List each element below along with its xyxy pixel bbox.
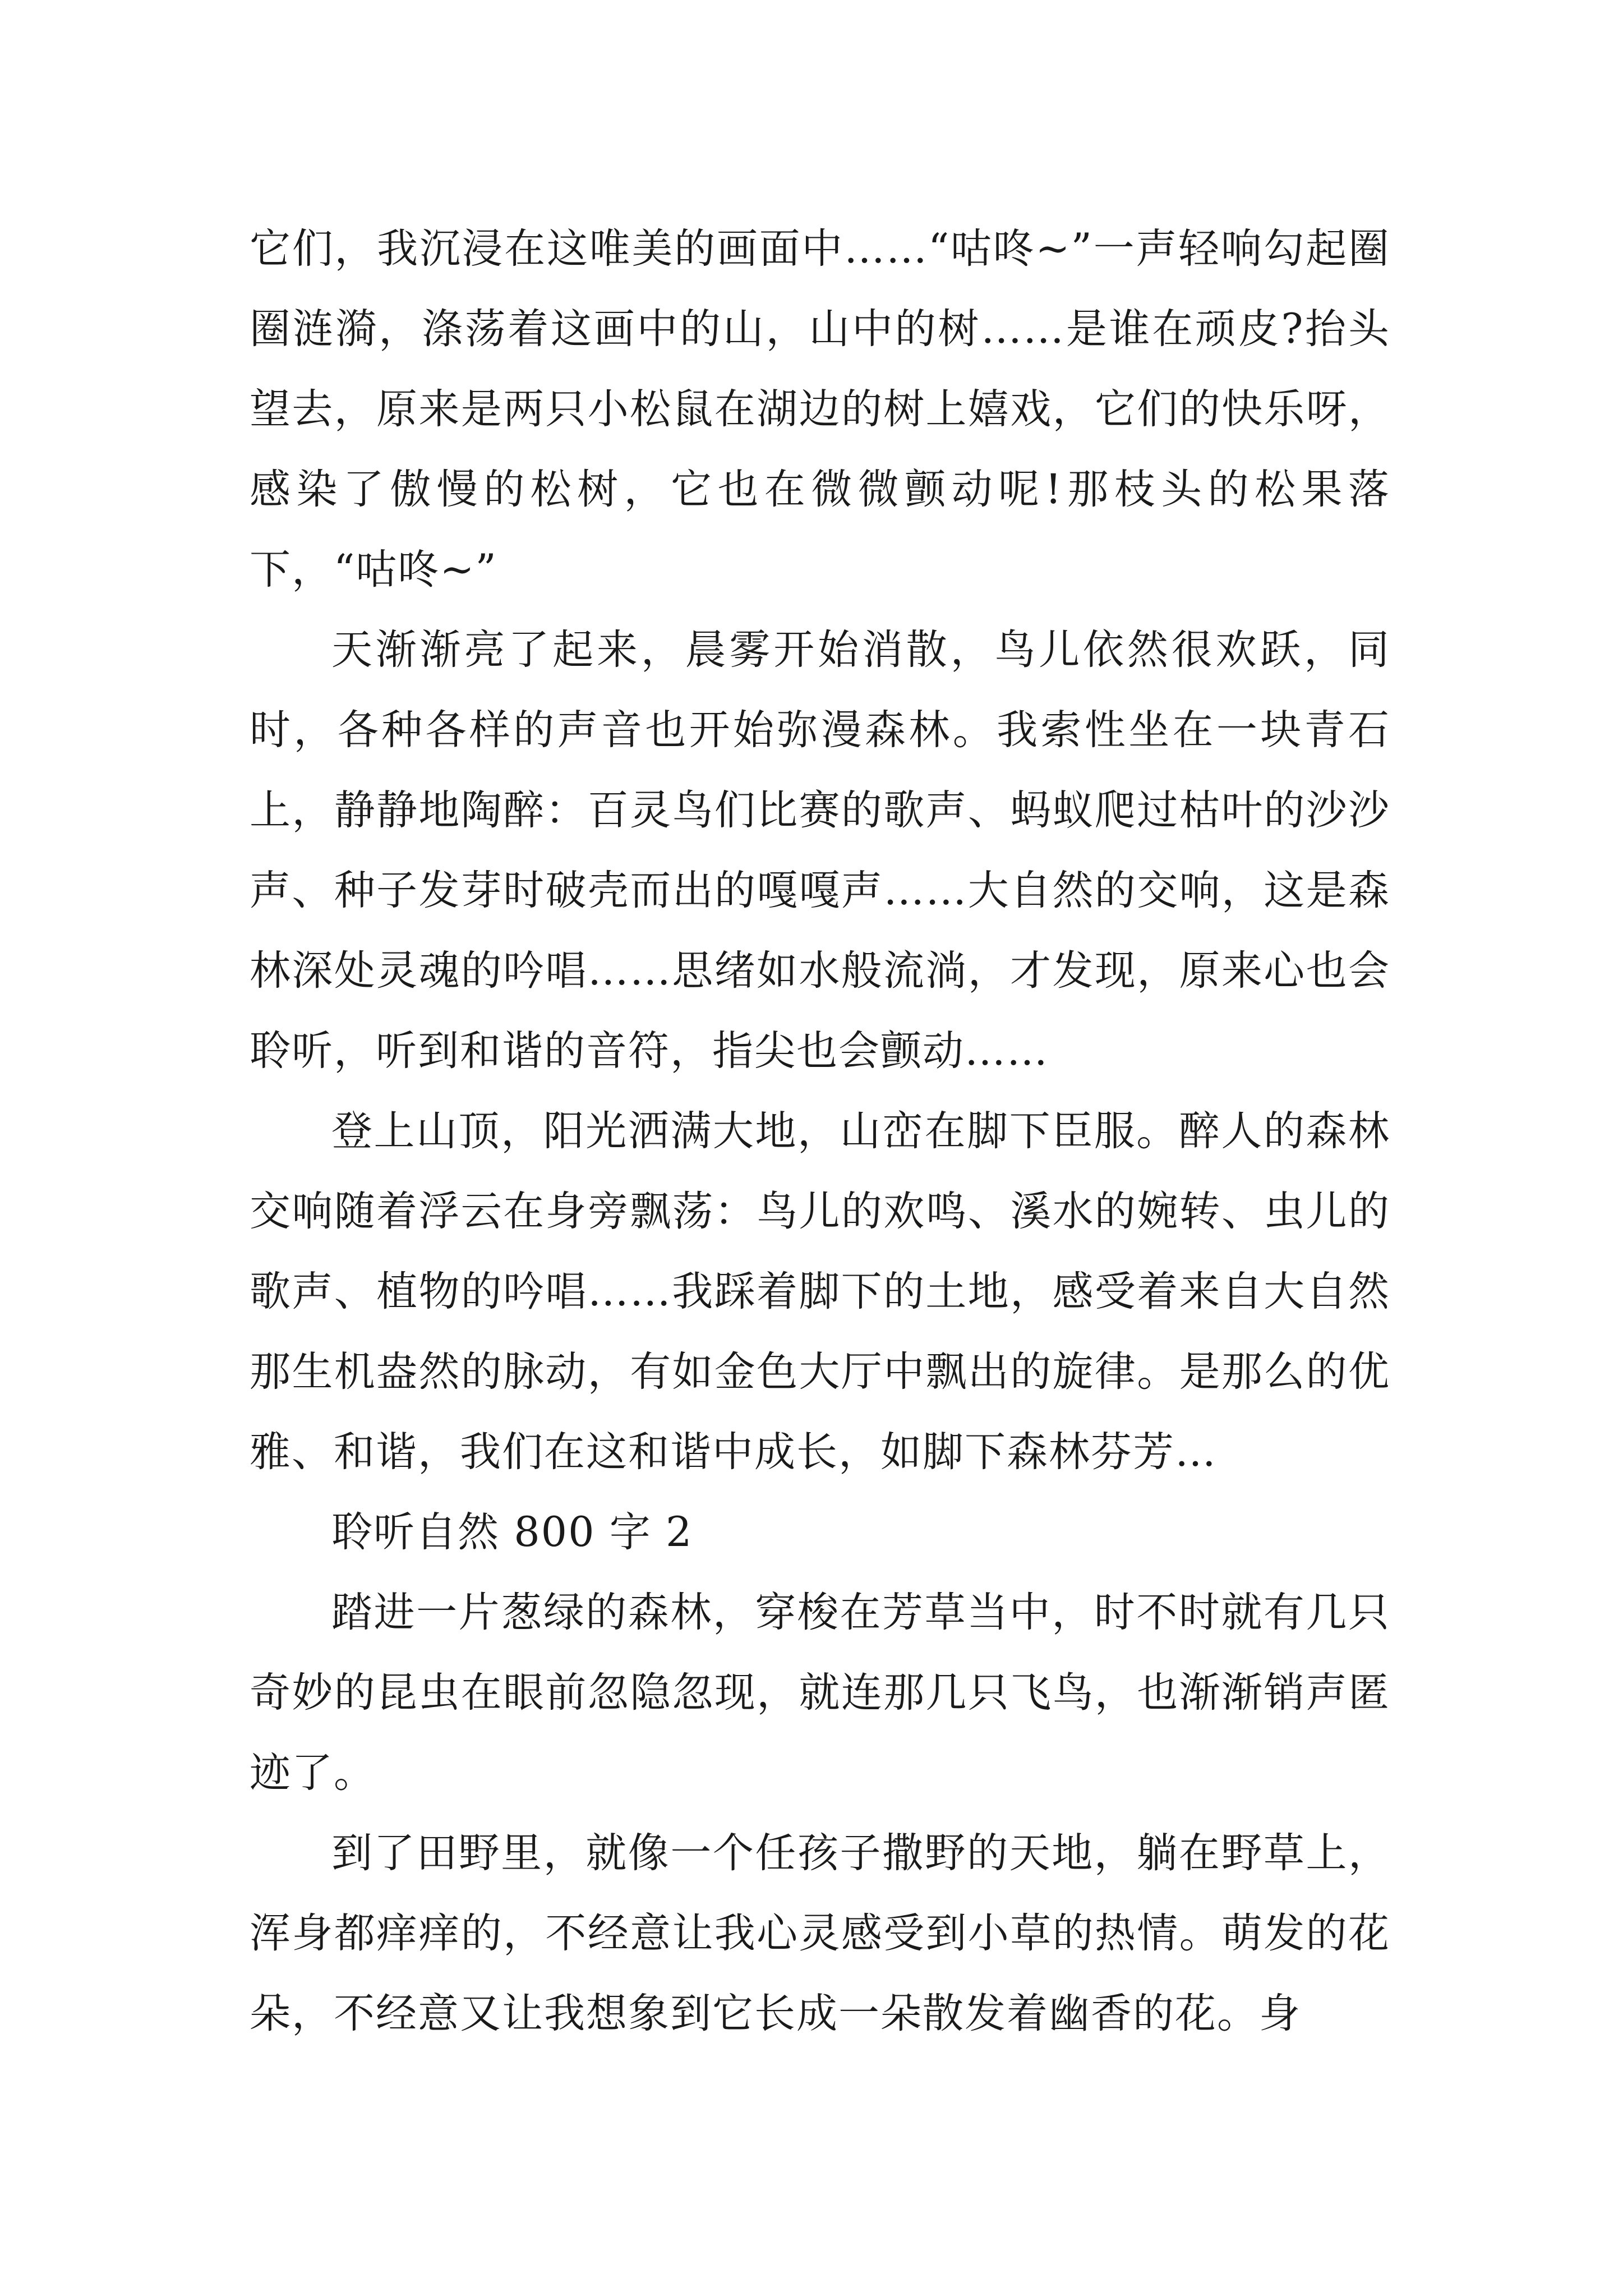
paragraph-2: 天渐渐亮了起来，晨雾开始消散，鸟儿依然很欢跃，同时，各种各样的声音也开始弥漫森林。我索性坐在一块青石上，静静地陶醉：百灵鸟们比赛的歌声、蚂蚁爬过枯叶的沙沙声、种子发芽时破壳而出的嘎嘎声……大自然的交响，这是森林深处灵魂的吟唱……思绪如水般流淌，才发现，原来心也会聆听，听到和谐的音符，指尖也会颤动…… bbox=[250, 626, 1390, 1075]
paragraph-3: 登上山顶，阳光洒满大地，山峦在脚下臣服。醉人的森林交响随着浮云在身旁飘荡：鸟儿的欢鸣、溪水的婉转、虫儿的歌声、植物的吟唱……我踩着脚下的土地，感受着来自大自然那生机盎然的脉动，有如金色大厅中飘出的旋律。是那么的优雅、和谐，我们在这和谐中成长，如脚下森林芬芳… bbox=[250, 1107, 1390, 1476]
document-body bbox=[250, 209, 1390, 2054]
paragraph-4: 踏进一片葱绿的森林，穿梭在芳草当中，时不时就有几只奇妙的昆虫在眼前忽隐忽现，就连那几只飞鸟，也渐渐销声匿迹了。 bbox=[250, 1589, 1390, 1797]
paragraph-5: 到了田野里，就像一个任孩子撒野的天地，躺在野草上，浑身都痒痒的，不经意让我心灵感受到小草的热情。萌发的花朵，不经意又让我想象到它长成一朵散发着幽香的花。身 bbox=[250, 1829, 1390, 2037]
section-heading: 聆听自然 800 字 2 bbox=[331, 1508, 693, 1556]
paragraph-1: 它们，我沉浸在这唯美的画面中……“咕咚~”一声轻响勾起圈圈涟漪，涤荡着这画中的山，山中的树……是谁在顽皮?抬头望去，原来是两只小松鼠在湖边的树上嬉戏，它们的快乐呀，感染了傲慢的松树，它也在微微颤动呢!那枝头的松果落下，“咕咚~” bbox=[250, 225, 1390, 593]
